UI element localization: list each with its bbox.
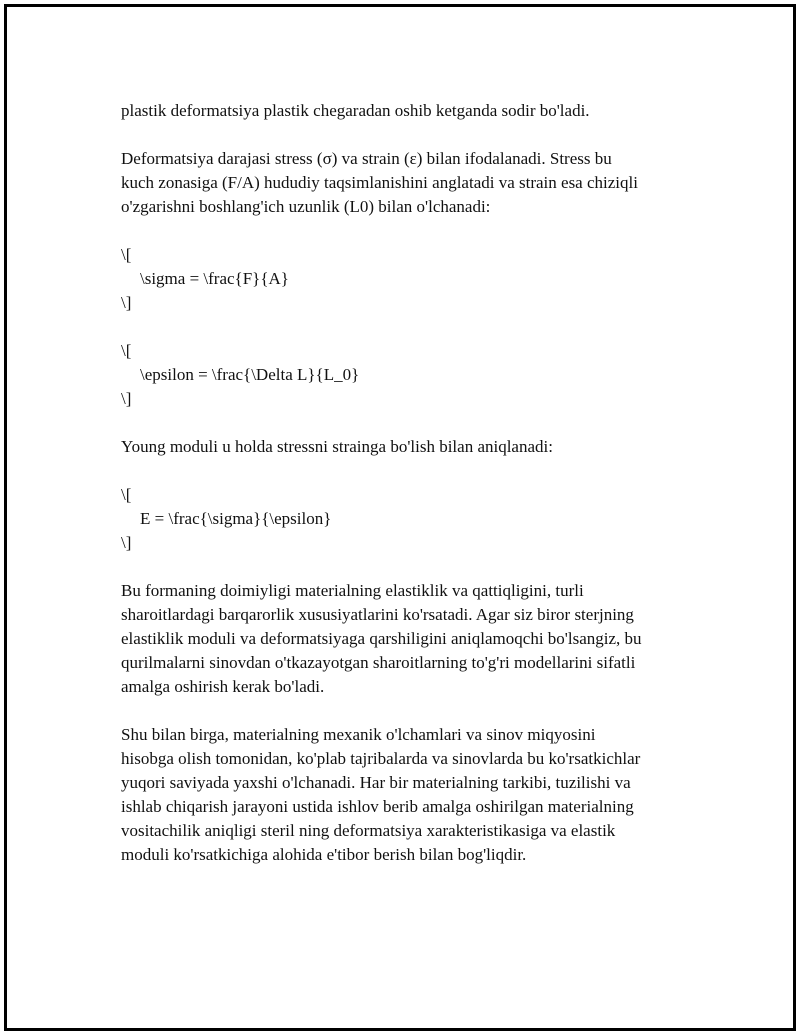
equation-close-delimiter: \] [121,533,132,552]
paragraph-elasticity-properties: Bu formaning doimiyligi materialning elastiklik va qattiqligini, turli sharoitlardagi barqarorlik xususiyatlarini ko'rsatadi. Agar siz biror sterjning elastiklik moduli va deformatsiyaga qarshiligini aniqlamoqchi bo'lsangiz, bu qurilmalarni sinovdan o'tkazayotgan sharoitlarning to'g'ri modellarini sifatli amalga oshirish kerak bo'ladi. [121,581,642,696]
paragraph-measurement-context: Shu bilan birga, materialning mexanik o'lchamlari va sinov miqyosini hisobga olish tomonidan, ko'plab tajribalarda va sinovlarda bu ko'rsatkichlar yuqori saviyada yaxshi o'lchanadi. Har bir materialning tarkibi, tuzilishi va ishlab chiqarish jarayoni ustida ishlov berib amalga oshirilgan materialning vositachilik aniqligi steril ning deformatsiya xarakteristikasiga va elastik moduli ko'rsatkichiga alohida e'tibor berish bilan bog'liqdir. [121,725,641,864]
equation-open-delimiter: \[ [121,341,132,360]
paragraph-young-modulus: Young moduli u holda stressni strainga bo'lish bilan aniqlanadi: [121,437,553,456]
paragraph-plastic-deformation: plastik deformatsiya plastik chegaradan oshib ketganda sodir bo'ladi. [121,101,590,120]
equation-young-modulus [121,483,701,555]
equation-open-delimiter: \[ [121,245,132,264]
equation-close-delimiter: \] [121,389,132,408]
page-frame [4,4,796,1031]
equation-body: \sigma = \frac{F}{A} [140,269,289,288]
paragraph-stress-strain: Deformatsiya darajasi stress (σ) va strain (ε) bilan ifodalanadi. Stress bu kuch zonasiga (F/A) hududiy taqsimlanishini anglatadi va strain esa chiziqli o'zgarishni boshlang'ich uzunlik (L0) bilan o'lchanadi: [121,149,638,216]
equation-strain [121,339,701,411]
equation-stress [121,243,701,315]
equation-body: \epsilon = \frac{\Delta L}{L_0} [140,365,360,384]
document-body [121,99,701,891]
equation-open-delimiter: \[ [121,485,132,504]
equation-body: E = \frac{\sigma}{\epsilon} [140,509,332,528]
equation-close-delimiter: \] [121,293,132,312]
